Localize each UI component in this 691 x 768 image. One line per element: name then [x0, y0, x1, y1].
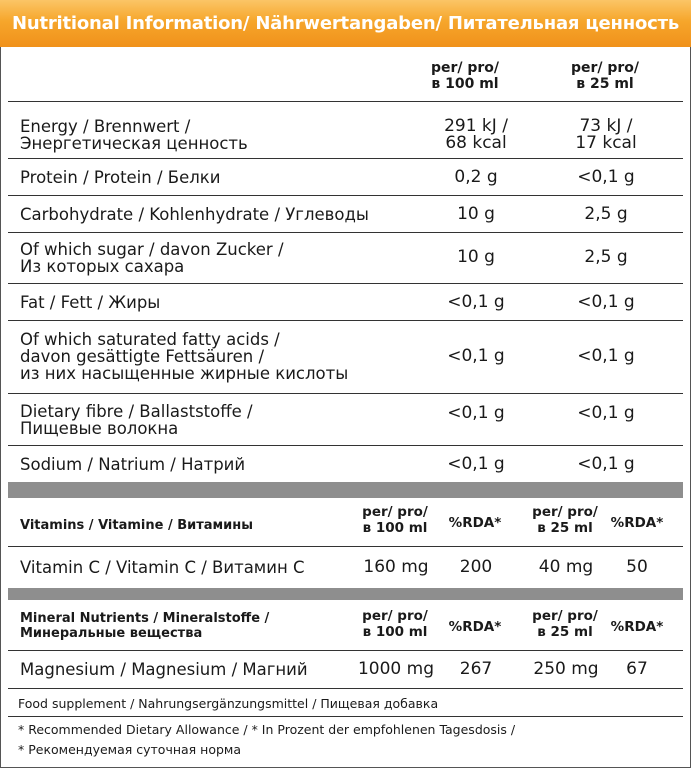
- table-row: [8, 320, 683, 394]
- value-per-25ml: <0,1 g: [577, 346, 635, 366]
- value-per-25ml: <0,1 g: [577, 454, 635, 474]
- vitamin-rda-2: 50: [626, 557, 648, 577]
- minerals-header-per-100ml: per/ pro/ в 100 ml: [362, 608, 428, 640]
- nutrient-label: Fat / Fett / Жиры: [20, 293, 161, 312]
- mineral-rda-1: 267: [459, 659, 493, 679]
- table-row: [8, 393, 683, 446]
- vitamins-header-per-25ml: per/ pro/ в 25 ml: [532, 504, 598, 536]
- value-per-25ml: <0,1 g: [577, 292, 635, 312]
- vitamins-header-per-100ml: per/ pro/ в 100 ml: [362, 504, 428, 536]
- value-per-100ml: <0,1 g: [447, 346, 505, 366]
- minerals-header-per-25ml: per/ pro/ в 25 ml: [532, 608, 598, 640]
- mineral-value-per-100ml: 1000 mg: [357, 659, 435, 679]
- value-per-100ml: 10 g: [457, 247, 495, 267]
- table-row: [8, 101, 683, 159]
- minerals-header-rda-1: %RDA*: [448, 619, 502, 635]
- minerals-header-rda-2: %RDA*: [610, 619, 664, 635]
- column-header-per-100ml: per/ pro/ в 100 ml: [430, 60, 500, 92]
- vitamin-value-per-100ml: 160 mg: [363, 557, 429, 577]
- value-per-100ml: <0,1 g: [447, 292, 505, 312]
- table-row: [8, 445, 683, 482]
- mineral-value-per-25ml: 250 mg: [533, 659, 599, 679]
- table-row: [8, 195, 683, 233]
- food-supplement-note: Food supplement / Nahrungsergänzungsmittel / Пищевая добавка: [18, 696, 439, 711]
- vitamin-label: Vitamin C / Vitamin C / Витамин C: [20, 558, 305, 577]
- vitamins-header-rda-2: %RDA*: [610, 515, 664, 531]
- nutrient-label: Dietary fibre / Ballaststoffe / Пищевые волокна: [20, 402, 253, 438]
- value-per-25ml: 2,5 g: [584, 204, 628, 224]
- value-per-100ml: 0,2 g: [454, 167, 498, 187]
- page-title: Nutritional Information/ Nährwertangaben/ Питательная ценность: [0, 0, 691, 47]
- table-row: [8, 650, 683, 689]
- nutrient-label: Sodium / Natrium / Натрий: [20, 455, 246, 474]
- value-per-25ml: <0,1 g: [577, 167, 635, 187]
- footer-divider: [8, 716, 683, 717]
- nutrient-label: Of which saturated fatty acids / davon gesättigte Fettsäuren / из них насыщенные жирные кислоты: [20, 330, 349, 383]
- table-row: [8, 546, 683, 589]
- minerals-heading: Mineral Nutrients / Mineralstoffe / Минеральные вещества: [20, 611, 270, 641]
- value-per-100ml: <0,1 g: [447, 454, 505, 474]
- vitamins-header-rda-1: %RDA*: [448, 515, 502, 531]
- value-per-100ml: 10 g: [457, 204, 495, 224]
- nutrient-label: Of which sugar / davon Zucker / Из которых сахара: [20, 240, 284, 276]
- table-row: [8, 158, 683, 196]
- nutrient-label: Energy / Brennwert / Энергетическая ценность: [20, 117, 248, 153]
- section-divider: [8, 482, 683, 498]
- footer-divider: [8, 688, 683, 689]
- nutrient-label: Carbohydrate / Kohlenhydrate / Углеводы: [20, 205, 369, 224]
- vitamin-value-per-25ml: 40 mg: [538, 557, 594, 577]
- vitamin-rda-1: 200: [459, 557, 493, 577]
- value-per-25ml: 73 kJ / 17 kcal: [575, 116, 637, 153]
- rda-footnote: * Recommended Dietary Allowance / * In Prozent der empfohlenen Tagesdosis / * Рекомендуемая суточная норма: [18, 722, 516, 757]
- value-per-25ml: 2,5 g: [584, 247, 628, 267]
- nutrient-label: Protein / Protein / Белки: [20, 168, 221, 187]
- vitamins-heading: Vitamins / Vitamine / Витамины: [20, 518, 254, 533]
- column-header-per-25ml: per/ pro/ в 25 ml: [570, 60, 640, 92]
- section-divider: [8, 588, 683, 600]
- value-per-100ml: <0,1 g: [447, 403, 505, 423]
- table-row: [8, 232, 683, 284]
- table-row: [8, 283, 683, 321]
- mineral-label: Magnesium / Magnesium / Магний: [20, 660, 308, 679]
- value-per-25ml: <0,1 g: [577, 403, 635, 423]
- value-per-100ml: 291 kJ / 68 kcal: [444, 116, 508, 153]
- mineral-rda-2: 67: [626, 659, 648, 679]
